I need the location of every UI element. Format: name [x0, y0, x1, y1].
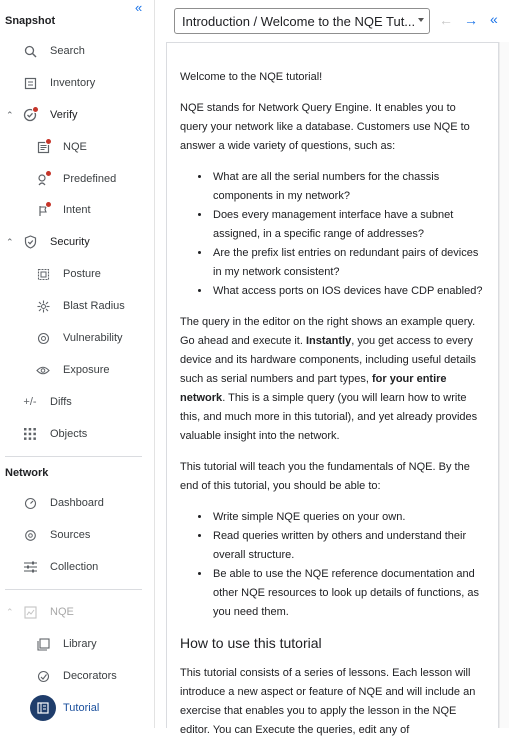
question-list — [198, 168, 486, 301]
sidebar-item-label: NQE — [63, 141, 87, 153]
nqe-document-icon — [35, 139, 51, 155]
chevron-up-icon: ⌃ — [6, 606, 14, 617]
tutorial-content — [166, 42, 499, 736]
sidebar-item-label: Intent — [63, 204, 91, 216]
sidebar-item-posture[interactable] — [0, 261, 150, 287]
list-item: • Are the prefix list entries on redundant pairs of devices in my network consistent? — [211, 244, 486, 282]
shield-icon — [22, 234, 38, 250]
sidebar-item-label: Inventory — [50, 77, 96, 89]
nqe-description: NQE stands for Network Query Engine. It enables you to query your network like a database. Customers use NQE to answer a wide variety of questions, such as: — [180, 102, 470, 152]
usage-paragraph: This tutorial consists of a series of lessons. Each lesson will introduce a new aspect or feature of NQE and will include an exercise that enables you to apply the lesson in the NQE editor. You can Execute the queries, edit any of — [180, 667, 476, 736]
sidebar-item-predefined[interactable] — [0, 166, 150, 192]
sidebar-item-dashboard[interactable] — [0, 490, 150, 516]
sidebar-item-label: NQE — [50, 606, 74, 618]
goals-paragraph: This tutorial will teach you the fundamentals of NQE. By the end of this tutorial, you should be able to: — [180, 461, 470, 492]
sidebar-item-label: Sources — [50, 529, 91, 541]
alert-badge — [45, 170, 52, 177]
sidebar-item-label: Vulnerability — [63, 332, 123, 344]
previous-lesson-button[interactable]: ← — [439, 12, 453, 28]
list-item: • Write simple NQE queries on your own. — [211, 508, 486, 527]
sidebar-item-label: Dashboard — [50, 497, 104, 509]
sidebar-item-inventory[interactable] — [0, 70, 150, 96]
decorators-icon — [35, 668, 51, 684]
sidebar-item-tutorial[interactable] — [0, 695, 150, 721]
sidebar-item-sources[interactable] — [0, 522, 150, 548]
intent-icon — [35, 202, 51, 218]
sidebar-item-label: Posture — [63, 268, 101, 280]
network-heading: Network — [5, 467, 49, 479]
divider — [5, 589, 142, 590]
lesson-select[interactable] — [174, 8, 430, 34]
sidebar-item-label: Diffs — [50, 396, 72, 408]
lesson-toolbar — [166, 0, 509, 42]
list-item: • Does every management interface have a subnet assigned, in a specific range of addresses? — [211, 206, 486, 244]
sidebar-item-label: Predefined — [63, 173, 117, 185]
predefined-icon — [35, 171, 51, 187]
list-item: • Be able to use the NQE reference documentation and other NQE resources to look up details of functions, as you need them. — [211, 565, 486, 622]
sidebar-item-objects[interactable] — [0, 421, 150, 447]
sidebar-item-label: Library — [63, 638, 97, 650]
nqe-chart-icon — [22, 604, 38, 620]
content-scrollbar[interactable] — [499, 42, 509, 728]
sidebar-item-nqe[interactable] — [0, 134, 150, 160]
sidebar-item-label: Search — [50, 45, 85, 57]
sidebar-item-library[interactable] — [0, 631, 150, 657]
sidebar-item-label: Security — [50, 236, 90, 248]
list-item: • What access ports on IOS devices have CDP enabled? — [211, 282, 486, 301]
sidebar-item-search[interactable] — [0, 38, 150, 64]
collapse-sidebar-icon[interactable]: « — [135, 0, 143, 15]
intro-paragraph: Welcome to the NQE tutorial! — [180, 71, 323, 83]
sliders-icon — [22, 559, 38, 575]
sidebar-item-intent[interactable] — [0, 197, 150, 223]
search-icon — [22, 43, 38, 59]
chevron-up-icon: ⌃ — [6, 109, 14, 120]
sources-gear-icon — [22, 527, 38, 543]
lesson-select-value: Introduction / Welcome to the NQE Tut... — [182, 13, 416, 29]
sidebar-group-security[interactable] — [0, 229, 150, 255]
chevron-down-icon — [418, 18, 424, 22]
posture-icon — [35, 266, 51, 282]
divider — [5, 456, 142, 457]
list-item: • Read queries written by others and understand their overall structure. — [211, 527, 486, 565]
sidebar-item-label: Verify — [50, 109, 78, 121]
chevron-up-icon: ⌃ — [6, 236, 14, 247]
verify-icon — [22, 107, 38, 123]
sidebar-item-label: Decorators — [63, 670, 117, 682]
vulnerability-icon — [35, 330, 51, 346]
example-query-paragraph: The query in the editor on the right shows an example query. Go ahead and execute it. Instantly, you get access to every device and its hardware components, including useful details such as serial numbers and part types, for your entire network. This is a simple query (you will learn how to write this, and much more in this tutorial), and yet already provides valuable insight into the network. — [180, 316, 478, 442]
grid-icon — [22, 426, 38, 442]
alert-badge — [45, 138, 52, 145]
diff-icon: +/- — [23, 396, 37, 408]
sidebar-item-blast-radius[interactable] — [0, 293, 150, 319]
sidebar-item-label: Blast Radius — [63, 300, 125, 312]
sidebar-item-label: Exposure — [63, 364, 110, 376]
inventory-icon — [22, 75, 38, 91]
next-lesson-button[interactable]: → — [464, 12, 478, 28]
section-heading: How to use this tutorial — [180, 635, 322, 651]
collapse-panel-button[interactable]: « — [490, 11, 498, 27]
sidebar-item-label: Collection — [50, 561, 99, 573]
library-icon — [35, 636, 51, 652]
alert-badge — [32, 106, 39, 113]
sidebar — [0, 0, 155, 728]
sidebar-item-collection[interactable] — [0, 554, 150, 580]
sidebar-item-vulnerability[interactable] — [0, 325, 150, 351]
exposure-icon — [35, 362, 51, 378]
sidebar-group-nqe[interactable] — [0, 599, 150, 625]
snapshot-heading: Snapshot — [5, 15, 56, 27]
blast-radius-icon — [35, 298, 51, 314]
sidebar-item-label: Tutorial — [63, 702, 100, 714]
sidebar-item-label: Objects — [50, 428, 88, 440]
sidebar-group-verify[interactable] — [0, 102, 150, 128]
goals-list — [198, 508, 486, 622]
dashboard-gauge-icon — [22, 495, 38, 511]
alert-badge — [45, 201, 52, 208]
list-item: • What are all the serial numbers for the chassis components in my network? — [211, 168, 486, 206]
sidebar-item-exposure[interactable] — [0, 357, 150, 383]
sidebar-item-diffs[interactable] — [0, 389, 150, 415]
sidebar-item-decorators[interactable] — [0, 663, 150, 689]
tutorial-icon — [30, 695, 56, 721]
